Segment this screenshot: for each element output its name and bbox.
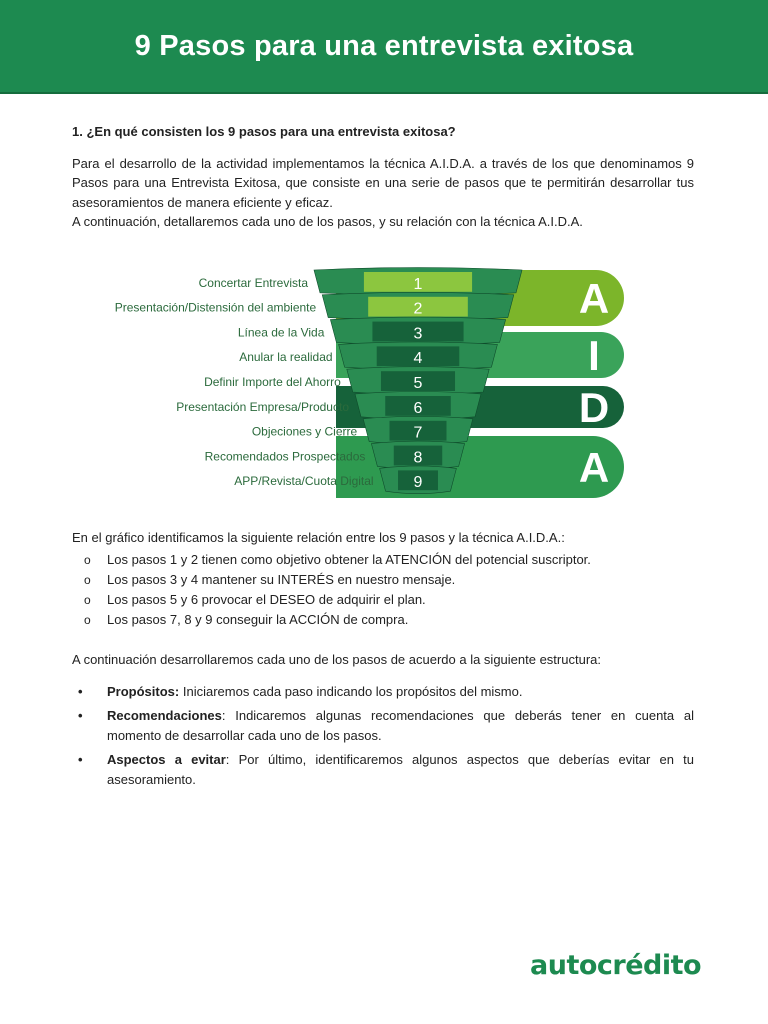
funnel-step-label: Línea de la Vida [237,325,325,340]
funnel-step-number: 7 [413,424,423,442]
list-item: o Los pasos 3 y 4 mantener su INTERÉS en nuestro mensaje. [72,570,694,590]
section-question: 1. ¿En qué consisten los 9 pasos para una entrevista exitosa? [72,124,456,139]
circle-bullet-icon: o [84,553,91,567]
aida-funnel-diagram [96,262,636,507]
aida-letter: D [578,384,610,431]
intro-paragraph-2: A continuación, detallaremos cada uno de los pasos, y su relación con la técnica A.I.D.A. [72,214,583,229]
funnel-step-number: 5 [413,375,423,392]
disc-bullet-icon: • [78,708,83,723]
relation-intro: En el gráfico identificamos la siguiente relación entre los 9 pasos y la técnica A.I.D.A.: [72,530,565,545]
disc-bullet-icon: • [78,752,83,767]
funnel-svg [96,262,636,507]
disc-bullet-icon: • [78,684,83,699]
circle-bullet-icon: o [84,573,91,587]
funnel-step-label: Anular la realidad [239,350,333,365]
funnel-step-number: 2 [413,300,423,318]
relation-section [72,528,694,794]
relation-list [72,550,694,630]
aida-letter: A [578,444,610,491]
list-item: o Los pasos 7, 8 y 9 conseguir la ACCIÓN de compra. [72,610,694,630]
funnel-step-label: Presentación Empresa/Producto [176,399,349,414]
aida-letter: I [588,332,600,379]
list-item: o Los pasos 1 y 2 tienen como objetivo obtener la ATENCIÓN del potencial suscriptor. [72,550,694,570]
funnel-step-label: APP/Revista/Cuota Digital [234,474,374,489]
intro-section [72,122,694,232]
circle-bullet-icon: o [84,593,91,607]
page-title: 9 Pasos para una entrevista exitosa [134,29,634,62]
funnel-step-number: 3 [413,325,423,343]
list-item: • Propósitos: Iniciaremos cada paso indicando los propósitos del mismo. [72,682,694,702]
funnel-step-label: Presentación/Distensión del ambiente [114,300,317,315]
funnel-step-number: 9 [413,474,423,492]
funnel-step-number: 8 [413,449,423,467]
funnel-step-number: 6 [413,399,423,417]
structure-list [72,682,694,790]
logo-text: autocrédito [530,950,702,981]
funnel-step-number: 4 [413,350,423,368]
funnel-step-label: Definir Importe del Ahorro [204,375,341,389]
list-item: • Aspectos a evitar: Por último, identificaremos algunos aspectos que deberías evitar en tu asesoramiento. [78,752,694,787]
circle-bullet-icon: o [84,613,91,627]
funnel-step-label: Objeciones y Cierre [251,424,358,439]
intro-paragraph: Para el desarrollo de la actividad implementamos la técnica A.I.D.A. a través de los que denominamos 9 Pasos para una Entrevista Exitosa, que consiste en una serie de pasos que te permitirán desarrollar tus asesoramientos de manera eficiente y eficaz. [72,155,694,210]
funnel-step-label: Recomendados Prospectados [204,449,366,464]
page-header [0,0,768,94]
list-item: o Los pasos 5 y 6 provocar el DESEO de adquirir el plan. [72,590,694,610]
autocredito-logo [530,950,700,990]
funnel-step-label: Concertar Entrevista [198,275,308,290]
funnel-step-number: 1 [413,275,423,293]
structure-intro: A continuación desarrollaremos cada uno de los pasos de acuerdo a la siguiente estructura: [72,652,601,667]
aida-letter: A [578,275,610,322]
list-item: • Recomendaciones: Indicaremos algunas recomendaciones que deberás tener en cuenta al momento de desarrollar cada uno de los pasos. [78,708,694,743]
